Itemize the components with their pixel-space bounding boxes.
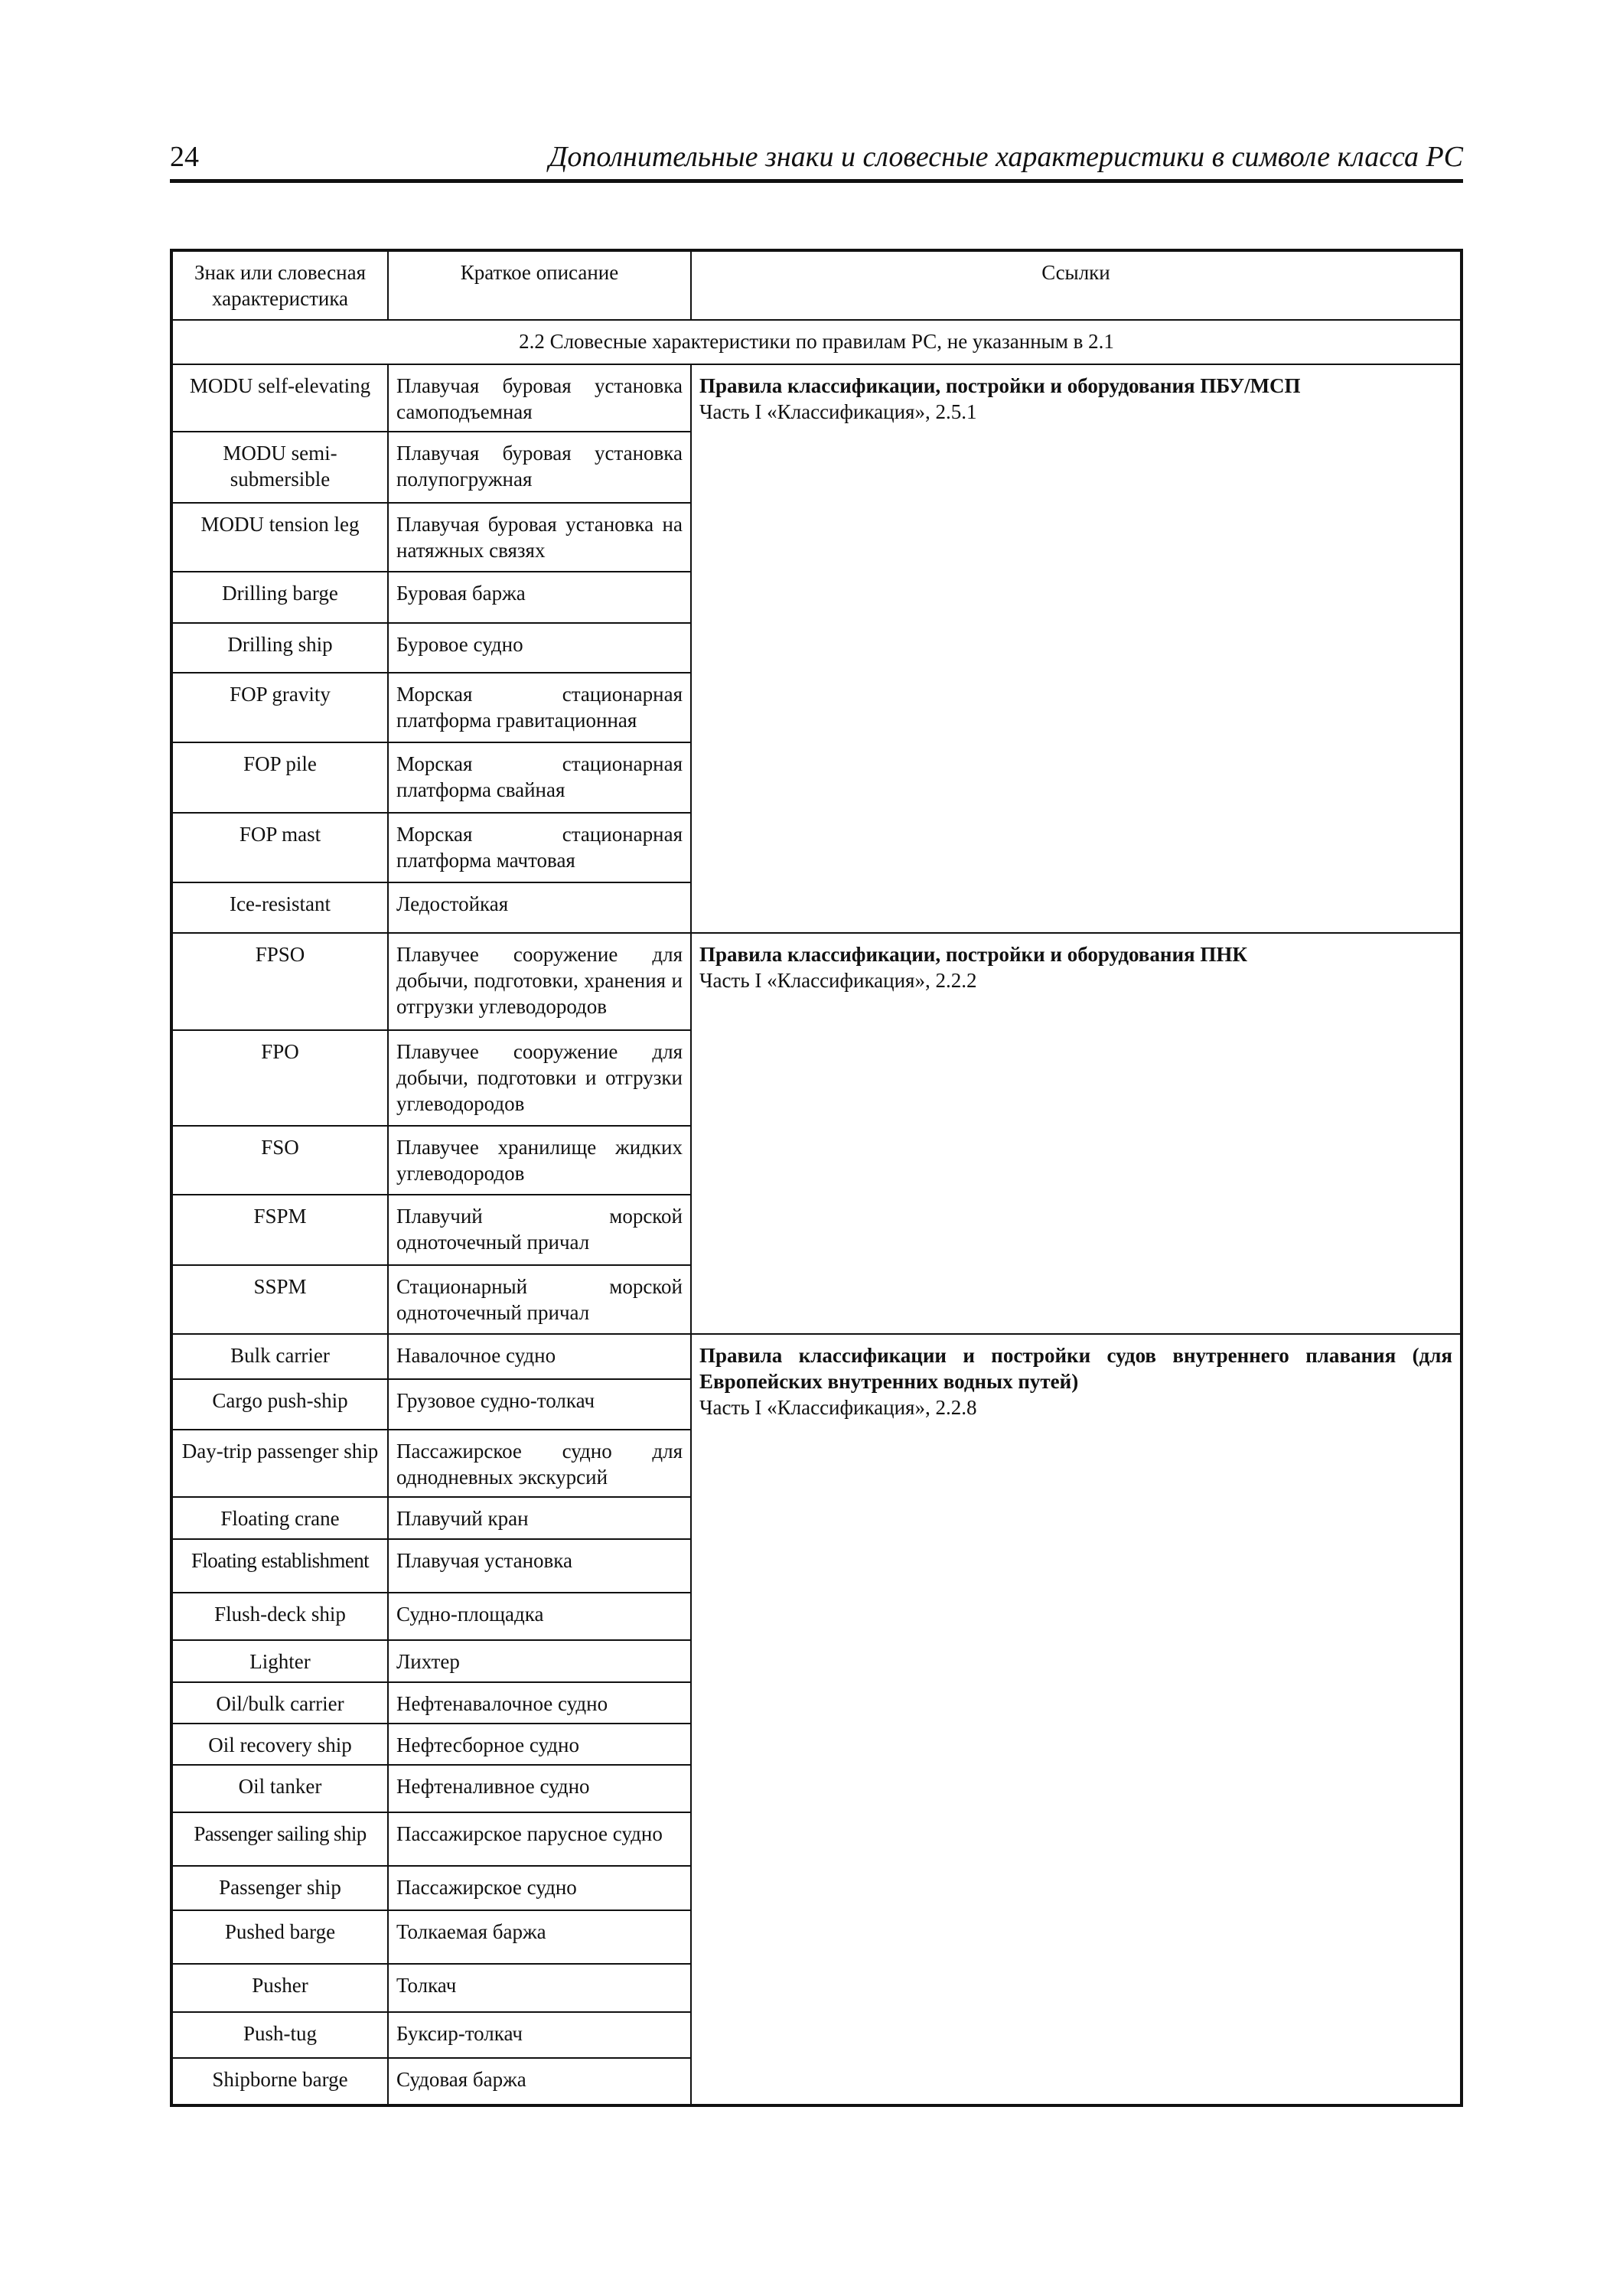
reference-title: Правила классификации, постройки и оборудования ПБУ/МСП: [699, 374, 1301, 397]
notation-description: Ледостойкая: [388, 882, 691, 933]
notation-description: Плавучая установка: [388, 1539, 691, 1593]
notation-description: Грузовое судно-толкач: [388, 1379, 691, 1430]
notation-description: Буксир-толкач: [388, 2012, 691, 2058]
notation-description: Пассажирское судно: [388, 1866, 691, 1910]
notation-description: Нефтенавалочное судно: [388, 1682, 691, 1724]
notation-mark: Push-tug: [171, 2012, 388, 2058]
reference-section: Часть I «Классификация», 2.2.2: [699, 969, 977, 992]
notation-mark: FPSO: [171, 933, 388, 1030]
table-row: [171, 364, 1462, 432]
notation-description: Толкаемая баржа: [388, 1910, 691, 1964]
notation-description: Плавучая буровая установка самоподъемная: [388, 364, 691, 432]
table-row: [171, 933, 1462, 1030]
notation-description: Плавучее сооружение для добычи, подготовки, хранения и отгрузки углеводородов: [388, 933, 691, 1030]
notation-mark: Lighter: [171, 1640, 388, 1682]
notation-description: Нефтеналивное судно: [388, 1765, 691, 1812]
reference-cell: [691, 933, 1462, 1334]
notation-mark: Flush-deck ship: [171, 1593, 388, 1640]
notation-mark: Passenger ship: [171, 1866, 388, 1910]
notation-mark: Bulk carrier: [171, 1334, 388, 1379]
reference-cell: [691, 1334, 1462, 2105]
notation-mark: Pusher: [171, 1964, 388, 2012]
notation-description: Толкач: [388, 1964, 691, 2012]
notation-description: Навалочное судно: [388, 1334, 691, 1379]
column-header-references: Ссылки: [691, 250, 1462, 320]
notation-description: Плавучая буровая установка полупогружная: [388, 432, 691, 503]
running-title: Дополнительные знаки и словесные характеристики в символе класса РС: [549, 141, 1463, 173]
section-row: [171, 320, 1462, 364]
notation-description: Морская стационарная платформа мачтовая: [388, 813, 691, 882]
notation-mark: Floating crane: [171, 1497, 388, 1539]
reference-section: Часть I «Классификация», 2.2.8: [699, 1396, 977, 1419]
notation-description: Буровая баржа: [388, 572, 691, 623]
notation-mark: Passenger sailing ship: [171, 1812, 388, 1866]
notation-description: Пассажирское судно для однодневных экскурсий: [388, 1430, 691, 1497]
notation-description: Судовая баржа: [388, 2058, 691, 2105]
notation-mark: FOP pile: [171, 742, 388, 813]
column-header-mark: Знак или словесная характеристика: [171, 250, 388, 320]
notation-mark: Drilling ship: [171, 623, 388, 673]
reference-title: Правила классификации, постройки и оборудования ПНК: [699, 943, 1247, 966]
notation-description: Морская стационарная платформа гравитационная: [388, 673, 691, 742]
notation-mark: Ice-resistant: [171, 882, 388, 933]
notation-description: Судно-площадка: [388, 1593, 691, 1640]
section-title: 2.2 Словесные характеристики по правилам РС, не указанным в 2.1: [171, 320, 1462, 364]
table-header-row: [171, 250, 1462, 320]
notation-mark: FOP gravity: [171, 673, 388, 742]
notation-description: Плавучий морской одноточечный причал: [388, 1195, 691, 1265]
notation-description: Плавучее сооружение для добычи, подготовки и отгрузки углеводородов: [388, 1030, 691, 1126]
notations-table: [170, 249, 1463, 2107]
notation-mark: Oil recovery ship: [171, 1724, 388, 1765]
notation-description: Нефтесборное судно: [388, 1724, 691, 1765]
reference-title: Правила классификации и постройки судов внутреннего плавания (для Европейских внутренних водных путей): [699, 1344, 1452, 1393]
notation-description: Плавучая буровая установка на натяжных связях: [388, 503, 691, 572]
notation-description: Буровое судно: [388, 623, 691, 673]
running-header: [170, 139, 1463, 183]
notation-description: Лихтер: [388, 1640, 691, 1682]
notation-mark: Oil tanker: [171, 1765, 388, 1812]
notation-mark: SSPM: [171, 1265, 388, 1334]
notation-mark: MODU tension leg: [171, 503, 388, 572]
notation-mark: Day-trip passenger ship: [171, 1430, 388, 1497]
notation-mark: Cargo push-ship: [171, 1379, 388, 1430]
notation-description: Пассажирское парусное судно: [388, 1812, 691, 1866]
notation-mark: Floating establishment: [171, 1539, 388, 1593]
notation-description: Морская стационарная платформа свайная: [388, 742, 691, 813]
column-header-description: Краткое описание: [388, 250, 691, 320]
notation-mark: MODU semi-submersible: [171, 432, 388, 503]
notation-mark: MODU self-elevating: [171, 364, 388, 432]
notation-description: Плавучее хранилище жидких углеводородов: [388, 1126, 691, 1195]
page-number: 24: [170, 141, 199, 173]
notation-mark: FSPM: [171, 1195, 388, 1265]
notation-description: Плавучий кран: [388, 1497, 691, 1539]
notation-mark: Oil/bulk carrier: [171, 1682, 388, 1724]
notation-description: Стационарный морской одноточечный причал: [388, 1265, 691, 1334]
notation-mark: Drilling barge: [171, 572, 388, 623]
reference-cell: [691, 364, 1462, 933]
notation-mark: FOP mast: [171, 813, 388, 882]
reference-section: Часть I «Классификация», 2.5.1: [699, 400, 977, 423]
notation-mark: FPO: [171, 1030, 388, 1126]
notation-mark: Shipborne barge: [171, 2058, 388, 2105]
notation-mark: FSO: [171, 1126, 388, 1195]
table-row: [171, 1334, 1462, 1379]
notation-mark: Pushed barge: [171, 1910, 388, 1964]
